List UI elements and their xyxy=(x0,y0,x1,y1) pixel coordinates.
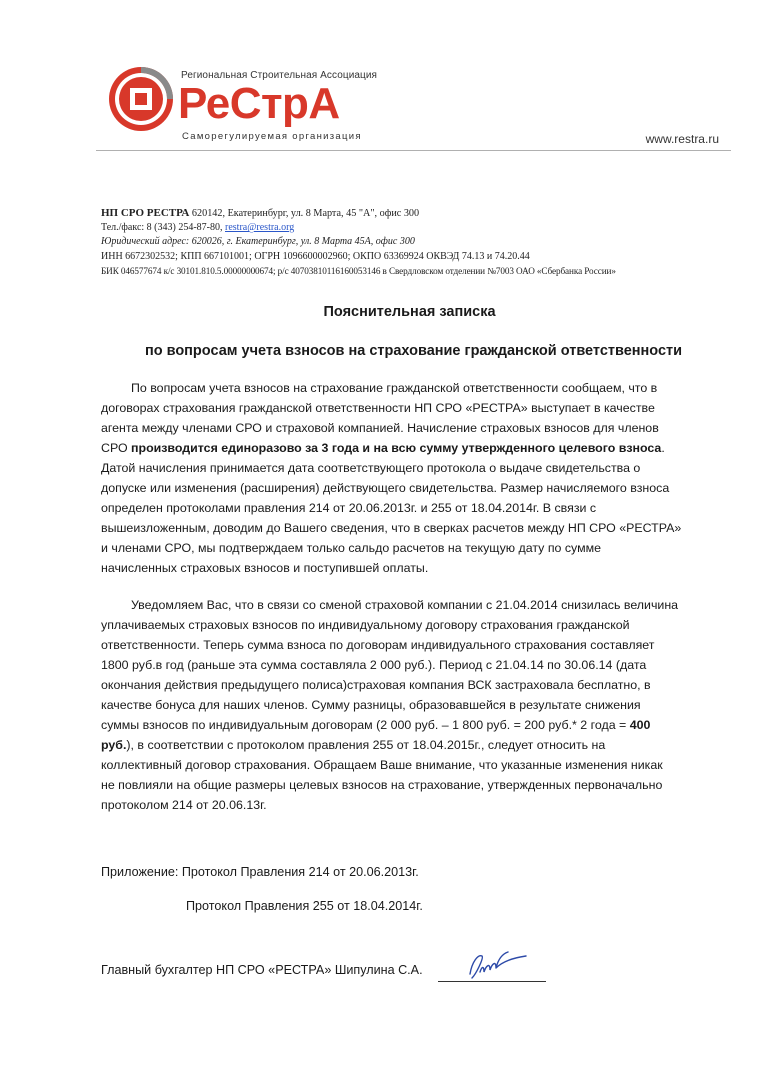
text-line xyxy=(101,735,721,755)
text-line: начисленных страховых взносов и поступившей оплаты. xyxy=(101,561,429,575)
text-line: допуске или изменения (расширения) действующего свидетельства. Размер начисляемого взноса xyxy=(101,481,670,495)
document-title: Пояснительная записка xyxy=(323,304,496,320)
text-line: договорах страхования гражданской ответственности НП СРО «РЕСТРА» выступает в качестве xyxy=(101,401,655,415)
attachment-line-2: Протокол Правления 255 от 18.04.2014г. xyxy=(186,899,423,913)
text-fragment: суммы взносов по индивидуальным договорам (2 000 руб. – 1 800 руб. = 200 руб.* 2 года = xyxy=(101,718,630,732)
text-line: не повлияли на общие размеры целевых взносов на страхование, утвержденных первоначально xyxy=(101,778,663,792)
emphasis-text: производится единоразово за 3 года и на всю сумму утвержденного целевого взноса xyxy=(131,441,662,455)
brand-subtitle: Саморегулируемая организация xyxy=(182,131,362,142)
emphasis-text: руб. xyxy=(101,738,127,752)
association-name: Региональная Строительная Ассоциация xyxy=(181,70,378,81)
text-line: протоколом 214 от 20.06.13г. xyxy=(101,798,267,812)
org-line xyxy=(101,206,741,221)
text-line: По вопросам учета взносов на страхование гражданской ответственности сообщаем, что в xyxy=(131,381,658,395)
handwritten-signature xyxy=(462,948,534,984)
bank-details: БИК 046577674 к/с 30101.810.5.00000000674; р/с 40703810116160053146 в Свердловском отделении №7003 ОАО «Сбербанка России» xyxy=(101,265,616,276)
paragraph-insurance-change xyxy=(101,595,721,815)
text-fragment: . xyxy=(661,441,665,455)
org-address: 620142, Екатеринбург, ул. 8 Марта, 45 "А", офис 300 xyxy=(189,208,420,219)
paragraph-accounting xyxy=(101,378,721,578)
signature-line xyxy=(438,981,546,982)
restra-logo-icon xyxy=(108,66,174,132)
document-subject: по вопросам учета взносов на страхование гражданской ответственности xyxy=(144,343,683,359)
text-line: ответственности. Теперь сумма взноса по договорам индивидуального страхования составляет xyxy=(101,638,655,652)
text-line: 1800 руб.в год (раньше эта сумма составляла 2 000 руб.). Период с 21.04.14 по 30.06.14 (дата xyxy=(101,658,647,672)
registration-codes: ИНН 6672302532; КПП 667101001; ОГРН 1096600002960; ОКПО 63369924 ОКВЭД 74.13 и 74.20.44 xyxy=(101,250,530,262)
email-link[interactable]: restra@restra.org xyxy=(225,222,295,234)
text-line: определен протоколами правления 214 от 20.06.2013г. и 255 от 18.04.2014г. В связи с xyxy=(101,501,597,515)
text-line xyxy=(101,715,721,735)
text-line: вышеизложенным, доводим до Вашего сведения, что в сверках расчетов между НП СРО «РЕСТРА» xyxy=(101,521,682,535)
legal-address: Юридический адрес: 620026, г. Екатеринбург, ул. 8 Марта 45А, офис 300 xyxy=(101,236,415,248)
contact-line xyxy=(101,221,741,235)
header-divider xyxy=(96,150,731,151)
signatory: Главный бухгалтер НП СРО «РЕСТРА» Шипулина С.А. xyxy=(101,963,423,977)
text-line xyxy=(101,438,721,458)
text-line: Датой начисления принимается дата соответствующего протокола о выдаче свидетельства о xyxy=(101,461,641,475)
text-line: агента между членами СРО и страховой компанией. Начисление страховых взносов для членов xyxy=(101,421,659,435)
text-line: Уведомляем Вас, что в связи со сменой страховой компании с 21.04.2014 снизилась величина xyxy=(131,598,679,612)
text-line: и членами СРО, мы подтверждаем только сальдо расчетов на текущую дату по сумме xyxy=(101,541,602,555)
attachment-line-1: Приложение: Протокол Правления 214 от 20.06.2013г. xyxy=(101,865,419,879)
phone-fax: Тел./факс: 8 (343) 254-87-80, xyxy=(101,222,225,234)
text-fragment: ), в соответствии с протоколом правления 255 от 18.04.2015г., следует относить на xyxy=(126,738,606,752)
emphasis-text: 400 xyxy=(629,718,651,732)
brand-name: РеСтрА xyxy=(178,79,340,128)
text-line: качестве бонуса для наших членов. Сумму разницы, образовавшейся в результате снижения xyxy=(101,698,641,712)
org-name: НП СРО РЕСТРА xyxy=(101,207,190,219)
text-line: коллективный договор страхования. Обращаем Ваше внимание, что указанные изменения никак xyxy=(101,758,663,772)
website-link[interactable]: www.restra.ru xyxy=(645,132,719,146)
text-line: окончания действия предыдущего полиса)страховая компания ВСК застраховала бесплатно, в xyxy=(101,678,651,692)
text-line: уплачиваемых страховых взносов по индивидуальному договору страхования гражданской xyxy=(101,618,630,632)
requisites-block xyxy=(101,206,741,278)
text-fragment: СРО xyxy=(101,441,132,455)
